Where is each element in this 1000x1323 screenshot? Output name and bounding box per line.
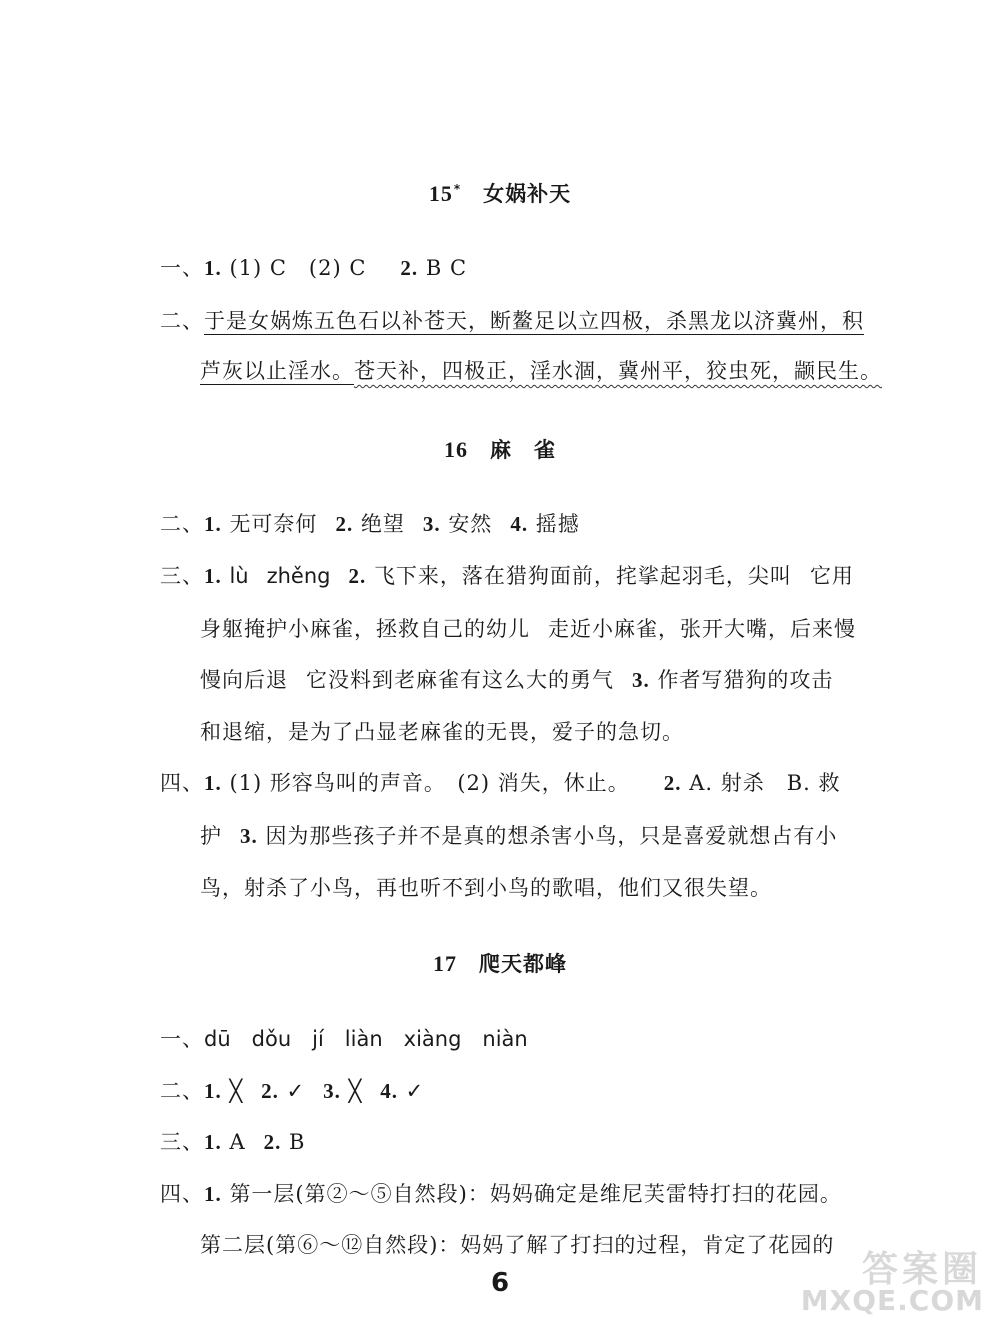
straight-underlined-text: 芦灰以止淫水。: [200, 359, 354, 383]
straight-underlined-text: 于是女娲炼五色石以补苍天，断鳌足以立四极，杀黑龙以济冀州，积: [204, 309, 864, 333]
section-17-number: 17: [433, 951, 457, 976]
s15-q2-line2: [200, 356, 882, 386]
section-17-title: [0, 948, 1000, 978]
s16-q3-line4: 和退缩，是为了凸显老麻雀的无畏，爱子的急切。: [200, 720, 684, 744]
section-17-name: 爬天都峰: [479, 952, 567, 976]
s16-q3-line3: 慢向后退 它没料到老麻雀有这么大的勇气 3. 作者写猎狗的攻击: [200, 668, 834, 692]
section-15-title: [0, 178, 1000, 208]
watermark-text: 答案圈: [861, 1249, 982, 1290]
page-number: 6: [490, 1268, 510, 1298]
wavy-underlined-text: 苍天补，四极正，淫水涸，冀州平，狡虫死，颛民生。: [354, 359, 882, 383]
section-15-name: 女娲补天: [483, 182, 572, 206]
s16-q4-line2: 护 3. 因为那些孩子并不是真的想杀害小鸟，只是喜爱就想占有小: [200, 824, 838, 848]
s17-q4-line2: 第二层(第⑥～⑫自然段)：妈妈了解了打扫的过程，肯定了花园的: [200, 1233, 835, 1257]
cross-mark-icon: ╳: [229, 1079, 244, 1103]
s16-q4-line1: 四、1. (1) 形容鸟叫的声音。 (2) 消失，休止。 2. A. 射杀 B. 救: [160, 771, 841, 795]
s15-q1: 一、1. (1) C (2) C 2. B C: [160, 256, 468, 280]
optional-star: *: [453, 182, 462, 196]
cross-mark-icon: ╳: [348, 1079, 363, 1103]
check-mark-icon: ✓: [286, 1079, 306, 1103]
watermark-domain: MXQE.COM: [800, 1284, 984, 1317]
section-16-number: 16: [444, 437, 468, 462]
check-mark-icon: ✓: [405, 1079, 425, 1103]
s16-q3-line1: 三、1. lù zhěng 2. 飞下来，落在猎狗面前，挓挲起羽毛，尖叫 它用: [160, 564, 854, 588]
s16-q4-line3: 鸟，射杀了小鸟，再也听不到小鸟的歌唱，他们又很失望。: [200, 876, 772, 900]
s15-q2-line1: 二、于是女娲炼五色石以补苍天，断鳌足以立四极，杀黑龙以济冀州，积: [160, 309, 864, 333]
s17-q1: 一、dū dǒu jí liàn xiàng niàn: [160, 1027, 528, 1051]
s16-q2: 二、1. 无可奈何 2. 绝望 3. 安然 4. 摇撼: [160, 512, 580, 536]
section-15-number: 15: [428, 181, 453, 206]
watermark: [760, 1237, 990, 1317]
s17-q4-line1: 四、1. 第一层(第②～⑤自然段)：妈妈确定是维尼芙雷特打扫的花园。: [160, 1182, 842, 1206]
section-16-title: 16 麻 雀: [444, 437, 556, 462]
s17-q3: 三、1. A 2. B: [160, 1130, 306, 1154]
s17-q2: 二、1. ╳ 2. ✓ 3. ╳ 4. ✓: [160, 1079, 425, 1103]
s16-q3-line2: 身躯掩护小麻雀，拯救自己的幼儿 走近小麻雀，张开大嘴，后来慢: [200, 617, 856, 641]
